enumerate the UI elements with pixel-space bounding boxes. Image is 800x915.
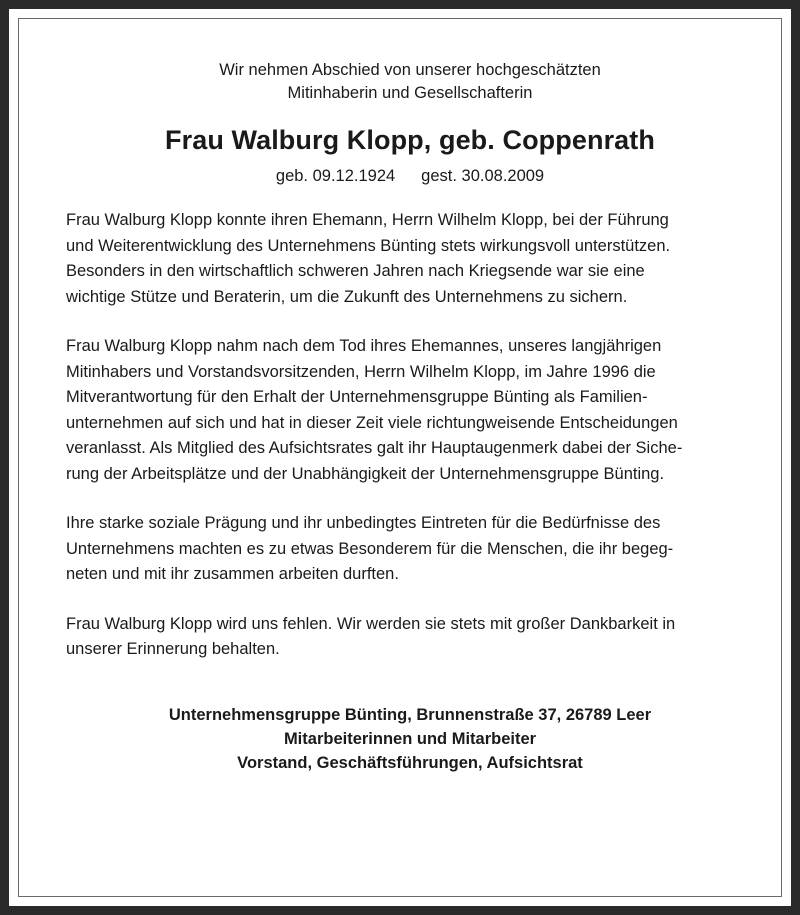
management-line: Vorstand, Geschäftsführungen, Aufsichtsrat: [237, 753, 583, 772]
company-address: Unternehmensgruppe Bünting, Brunnenstraße 37, 26789 Leer: [168, 705, 652, 724]
intro-text: [66, 59, 754, 105]
text-line: Ihre starke soziale Prägung und ihr unbedingtes Eintreten für die Bedürfnisse des: [66, 514, 661, 532]
text-line: Besonders in den wirtschaftlich schweren Jahren nach Kriegsende war sie eine: [66, 262, 645, 280]
paragraph-4: [66, 612, 754, 663]
paragraph-3: [66, 511, 754, 588]
death-date: gest. 30.08.2009: [421, 167, 545, 185]
text-line: unternehmen auf sich und hat in dieser Zeit viele richtungweisende Entscheidungen: [66, 413, 678, 432]
paragraph-1: [66, 208, 754, 310]
paragraph-2: [66, 334, 754, 487]
text-line: Unternehmens machten es zu etwas Besonderem für die Menschen, die ihr begeg-: [66, 539, 674, 558]
text-line: rung der Arbeitsplätze und der Unabhängigkeit der Unternehmensgruppe Bünting.: [66, 464, 665, 483]
text-line: Frau Walburg Klopp wird uns fehlen. Wir werden sie stets mit großer Dankbarkeit in: [66, 614, 676, 633]
text-line: Mitinhabers und Vorstandsvorsitzenden, Herrn Wilhelm Klopp, im Jahre 1996 die: [66, 362, 656, 381]
text-line: wichtige Stütze und Beraterin, um die Zukunft des Unternehmens zu sichern.: [66, 287, 628, 306]
birth-date: geb. 09.12.1924: [275, 167, 396, 185]
signature-block: [66, 703, 754, 775]
intro-line: Wir nehmen Abschied von unserer hochgeschätzten: [219, 61, 601, 79]
employees-line: Mitarbeiterinnen und Mitarbeiter: [283, 729, 537, 748]
deceased-name: Frau Walburg Klopp, geb. Coppenrath: [165, 125, 655, 155]
text-line: unserer Erinnerung behalten.: [66, 640, 280, 658]
notice-content: [66, 59, 754, 775]
text-line: veranlasst. Als Mitglied des Aufsichtsrates galt ihr Hauptaugenmerk dabei der Siche-: [66, 439, 683, 457]
text-line: Frau Walburg Klopp nahm nach dem Tod ihres Ehemannes, unseres langjährigen: [66, 337, 662, 355]
text-line: neten und mit ihr zusammen arbeiten durften.: [66, 565, 399, 583]
text-line: Mitverantwortung für den Erhalt der Unternehmensgruppe Bünting als Familien-: [66, 388, 648, 406]
intro-line: Mitinhaberin und Gesellschafterin: [287, 84, 533, 102]
text-line: Frau Walburg Klopp konnte ihren Ehemann, Herrn Wilhelm Klopp, bei der Führung: [66, 211, 669, 229]
life-dates: [66, 165, 754, 187]
text-line: und Weiterentwicklung des Unternehmens Bünting stets wirkungsvoll unterstützen.: [66, 236, 671, 255]
